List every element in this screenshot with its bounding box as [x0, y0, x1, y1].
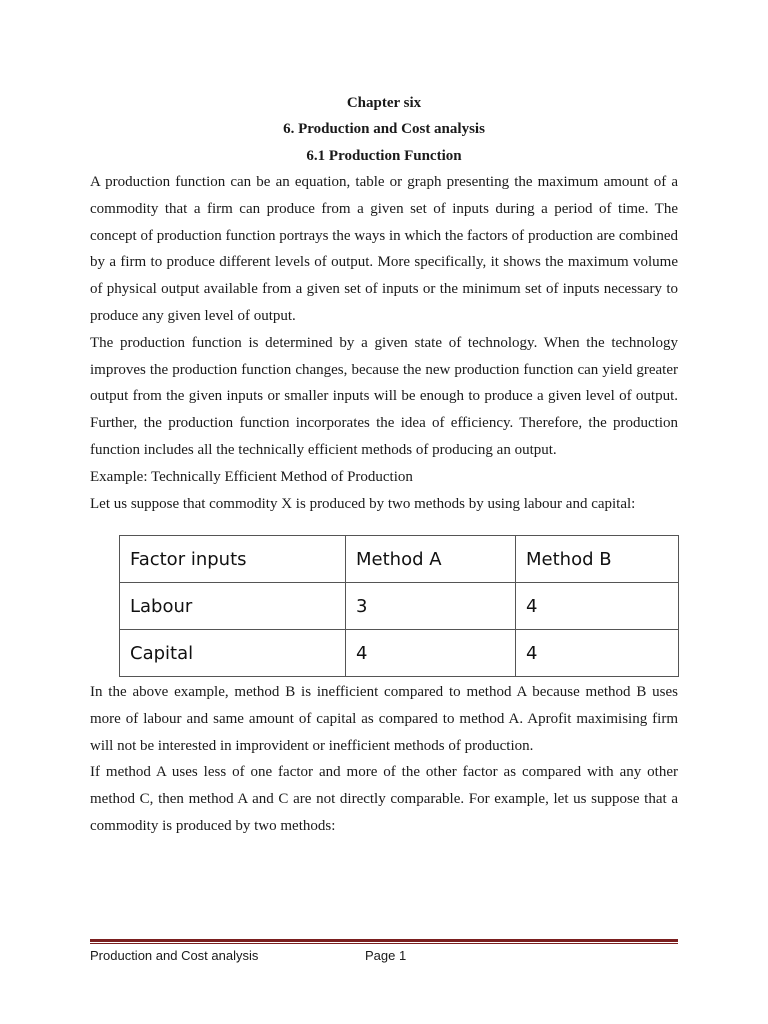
table-header-row [120, 536, 679, 583]
cell-capital-method-b: 4 [516, 630, 679, 677]
paragraph-method-b-inefficient: In the above example, method B is inefficient compared to method A because method B uses more of labour and same amount of capital as compared to method A. Aprofit maximising firm will not be interested in improvident or inefficient methods of production. [90, 684, 678, 754]
example-caption: Example: Technically Efficient Method of Production [90, 468, 413, 485]
body-after-table [90, 679, 678, 840]
body-before-table [90, 169, 678, 517]
chapter-heading: Chapter six [346, 95, 422, 111]
factor-inputs-table [119, 535, 679, 677]
paragraph-technology: The production function is determined by a given state of technology. When the technology improves the production function changes, because the new production function can yield greater output from the given inputs or smaller inputs will be enough to produce a given level of output. Further, the production function incorporates the idea of efficiency. Therefore, the production function includes all the technically efficient methods of producing an output. [90, 334, 678, 458]
cell-labour-method-a: 3 [346, 583, 516, 630]
header-method-a: Method A [346, 536, 516, 583]
page-number: Page 1 [365, 948, 407, 963]
cell-labour-method-b: 4 [516, 583, 679, 630]
cell-labour: Labour [120, 583, 346, 630]
subsection-title: 6.1 Production Function [306, 148, 462, 164]
table-row [120, 583, 679, 630]
header-factor-inputs: Factor inputs [120, 536, 346, 583]
page-footer [90, 948, 678, 968]
example-intro: Let us suppose that commodity X is produced by two methods by using labour and capital: [90, 495, 636, 512]
paragraph-method-comparison: If method A uses less of one factor and more of the other factor as compared with any other method C, then method A and C are not directly comparable. For example, let us suppose that a commodity is produced by two methods: [90, 764, 678, 834]
section-title: 6. Production and Cost analysis [283, 121, 485, 137]
footer-divider [90, 939, 678, 946]
cell-capital-method-a: 4 [346, 630, 516, 677]
paragraph-production-function-definition: A production function can be an equation, table or graph presenting the maximum amount of a commodity that a firm can produce from a given set of inputs during a period of time. The concept of production function portrays the ways in which the factors of production are combined by a firm to produce different levels of output. More specifically, it shows the maximum volume of physical output available from a given set of inputs or the minimum set of inputs necessary to produce any given level of output. [90, 174, 678, 324]
cell-capital: Capital [120, 630, 346, 677]
header-method-b: Method B [516, 536, 679, 583]
table-row [120, 630, 679, 677]
footer-title: Production and Cost analysis [90, 948, 259, 963]
